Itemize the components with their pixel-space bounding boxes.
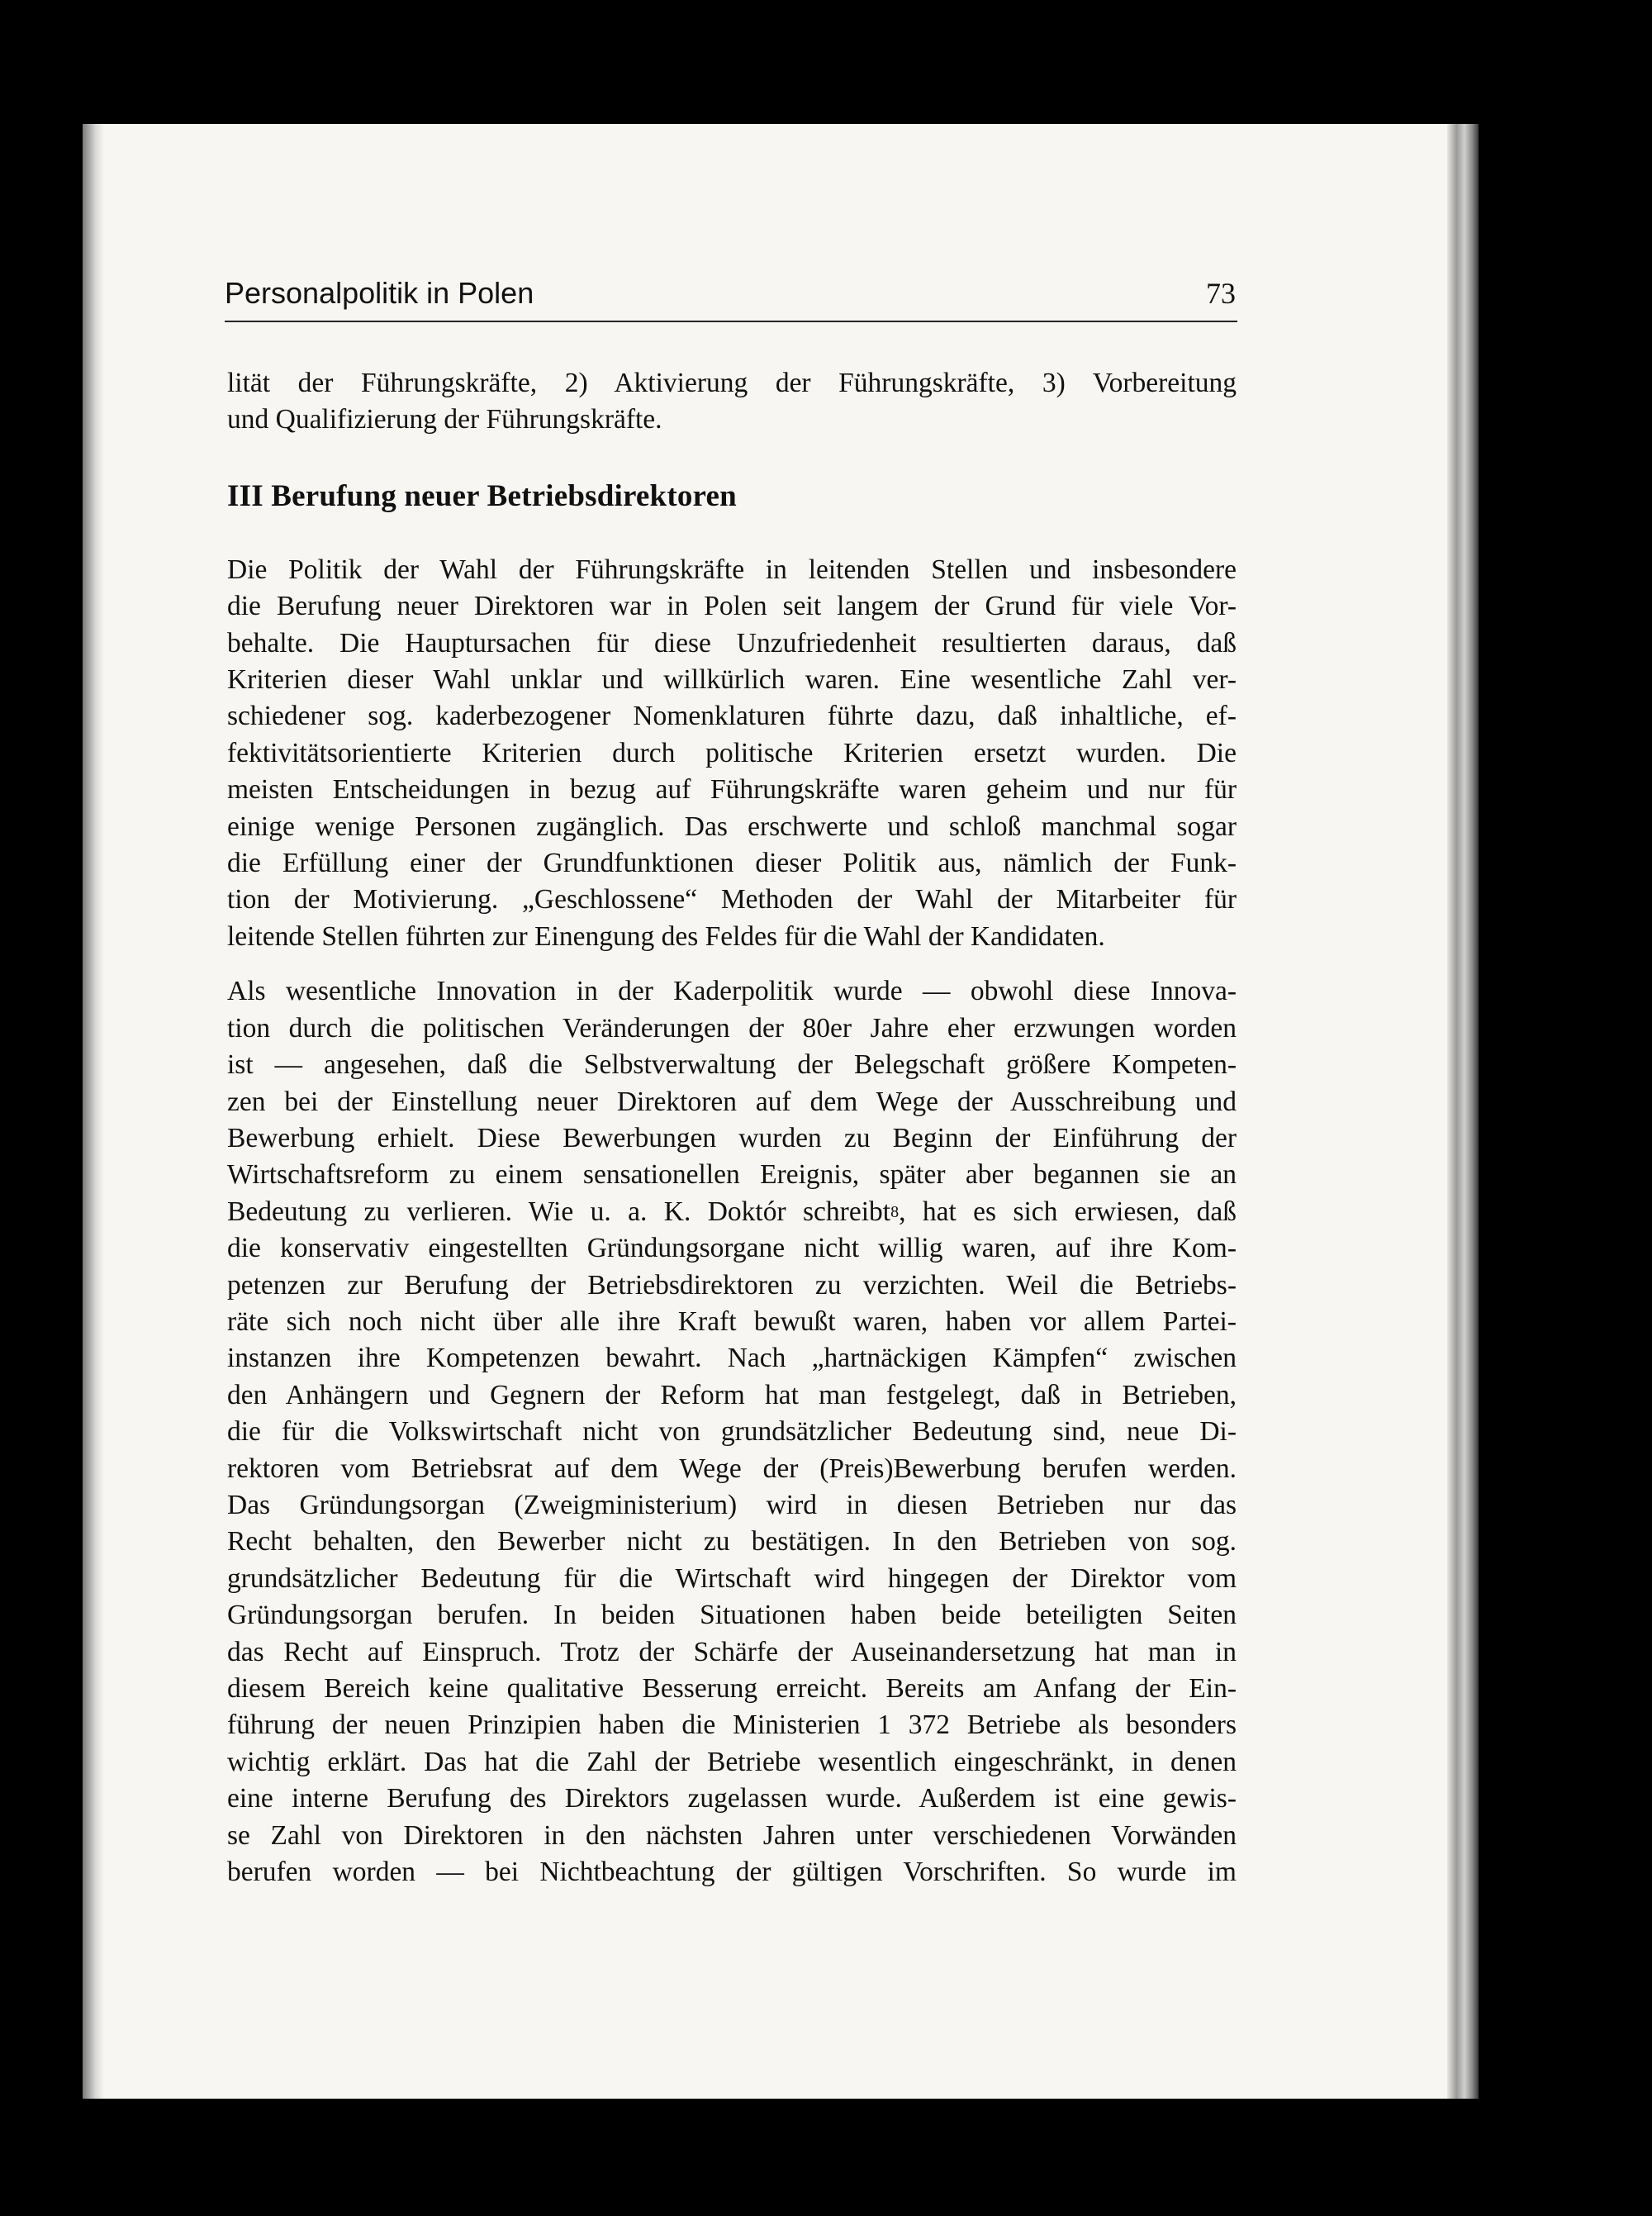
text-line: rektoren vom Betriebsrat auf dem Wege der (Preis)Bewerbung berufen werden. <box>227 1453 1237 1484</box>
text-line: zen bei der Einstellung neuer Direktoren auf dem Wege der Ausschreibung und <box>227 1086 1237 1117</box>
text-line: die für die Volkswirtschaft nicht von grundsätzlicher Bedeutung sind, neue Di- <box>227 1416 1237 1448</box>
text-line: und Qualifizierung der Führungskräfte. <box>227 404 662 435</box>
text-line: se Zahl von Direktoren in den nächsten Jahren unter verschiedenen Vorwänden <box>227 1819 1237 1851</box>
section-heading: III Berufung neuer Betriebsdirektoren <box>227 478 737 513</box>
page-gutter <box>83 124 104 2099</box>
text-line <box>227 1194 1237 1230</box>
header-rule <box>225 321 1237 322</box>
line-text: Bedeutung zu verlieren. Wie u. a. K. Doktór schreibt <box>227 1196 891 1227</box>
text-line: lität der Führungskräfte, 2) Aktivierung der Führungskräfte, 3) Vorbereitung <box>227 368 1237 398</box>
text-line: die Berufung neuer Direktoren war in Polen seit langem der Grund für viele Vor- <box>227 591 1237 622</box>
text-line: Als wesentliche Innovation in der Kaderpolitik wurde — obwohl diese Innova- <box>227 976 1237 1007</box>
text-line: die Erfüllung einer der Grundfunktionen dieser Politik aus, nämlich der Funk- <box>227 848 1237 879</box>
text-line: wichtig erklärt. Das hat die Zahl der Betriebe wesentlich eingeschränkt, in denen <box>227 1746 1237 1777</box>
header-title: Personalpolitik in Polen <box>225 276 534 310</box>
text-line: das Recht auf Einspruch. Trotz der Schärfe der Auseinandersetzung hat man in <box>227 1636 1237 1667</box>
paragraph <box>227 552 1237 955</box>
text-line: Die Politik der Wahl der Führungskräfte in leitenden Stellen und insbesondere <box>227 554 1237 585</box>
text-line: petenzen zur Berufung der Betriebsdirektoren zu verzichten. Weil die Betriebs- <box>227 1269 1237 1301</box>
text-line: instanzen ihre Kompetenzen bewahrt. Nach „hartnäckigen Kämpfen“ zwischen <box>227 1343 1237 1374</box>
text-line: grundsätzlicher Bedeutung für die Wirtschaft wird hingegen der Direktor vom <box>227 1562 1237 1594</box>
text-line: Das Gründungsorgan (Zweigministerium) wird in diesen Betrieben nur das <box>227 1489 1237 1520</box>
text-line: die konservativ eingestellten Gründungsorgane nicht willig waren, auf ihre Kom- <box>227 1233 1237 1264</box>
footnote-reference[interactable]: 8 <box>890 1202 900 1221</box>
line-text: , hat es sich erwiesen, daß <box>899 1196 1237 1227</box>
paragraph-continuation <box>227 365 1237 439</box>
text-line: Kriterien dieser Wahl unklar und willkürlich waren. Eine wesentliche Zahl ver- <box>227 664 1237 696</box>
text-line: meisten Entscheidungen in bezug auf Führungskräfte waren geheim und nur für <box>227 774 1237 806</box>
text-line: den Anhängern und Gegnern der Reform hat man festgelegt, daß in Betrieben, <box>227 1379 1237 1410</box>
text-body <box>227 365 1237 1890</box>
text-line: behalte. Die Hauptursachen für diese Unzufriedenheit resultierten daraus, daß <box>227 627 1237 659</box>
text-line: räte sich noch nicht über alle ihre Kraft bewußt waren, haben vor allem Partei- <box>227 1305 1237 1337</box>
text-line: Recht behalten, den Bewerber nicht zu bestätigen. In den Betrieben von sog. <box>227 1526 1237 1557</box>
text-line: einige wenige Personen zugänglich. Das erschwerte und schloß manchmal sogar <box>227 811 1237 842</box>
running-header <box>225 263 1237 322</box>
text-line: fektivitätsorientierte Kriterien durch politische Kriterien ersetzt wurden. Die <box>227 737 1237 768</box>
text-line: tion durch die politischen Veränderungen der 80er Jahre eher erzwungen worden <box>227 1012 1237 1044</box>
text-line: führung der neuen Prinzipien haben die Ministerien 1 372 Betriebe als besonders <box>227 1710 1237 1741</box>
text-line: Wirtschaftsreform zu einem sensationellen Ereignis, später aber begannen sie an <box>227 1159 1237 1191</box>
paragraph <box>227 973 1237 1890</box>
text-line: berufen worden — bei Nichtbeachtung der gültigen Vorschriften. So wurde im <box>227 1857 1237 1888</box>
text-line: leitende Stellen führten zur Einengung des Feldes für die Wahl der Kandidaten. <box>227 920 1105 952</box>
page-number: 73 <box>1206 277 1236 310</box>
text-line: eine interne Berufung des Direktors zugelassen wurde. Außerdem ist eine gewis- <box>227 1783 1237 1814</box>
paragraph-gap <box>227 955 1237 973</box>
text-line: Bewerbung erhielt. Diese Bewerbungen wurden zu Beginn der Einführung der <box>227 1122 1237 1153</box>
text-line: Gründungsorgan berufen. In beiden Situationen haben beide beteiligten Seiten <box>227 1600 1237 1631</box>
text-line: ist — angesehen, daß die Selbstverwaltung der Belegschaft größere Kompeten- <box>227 1049 1237 1081</box>
text-line: diesem Bereich keine qualitative Besserung erreicht. Bereits am Anfang der Ein- <box>227 1673 1237 1704</box>
text-line: tion der Motivierung. „Geschlossene“ Methoden der Wahl der Mitarbeiter für <box>227 884 1237 915</box>
page-edge <box>1447 124 1479 2099</box>
text-line: schiedener sog. kaderbezogener Nomenklaturen führte dazu, daß inhaltliche, ef- <box>227 701 1237 732</box>
